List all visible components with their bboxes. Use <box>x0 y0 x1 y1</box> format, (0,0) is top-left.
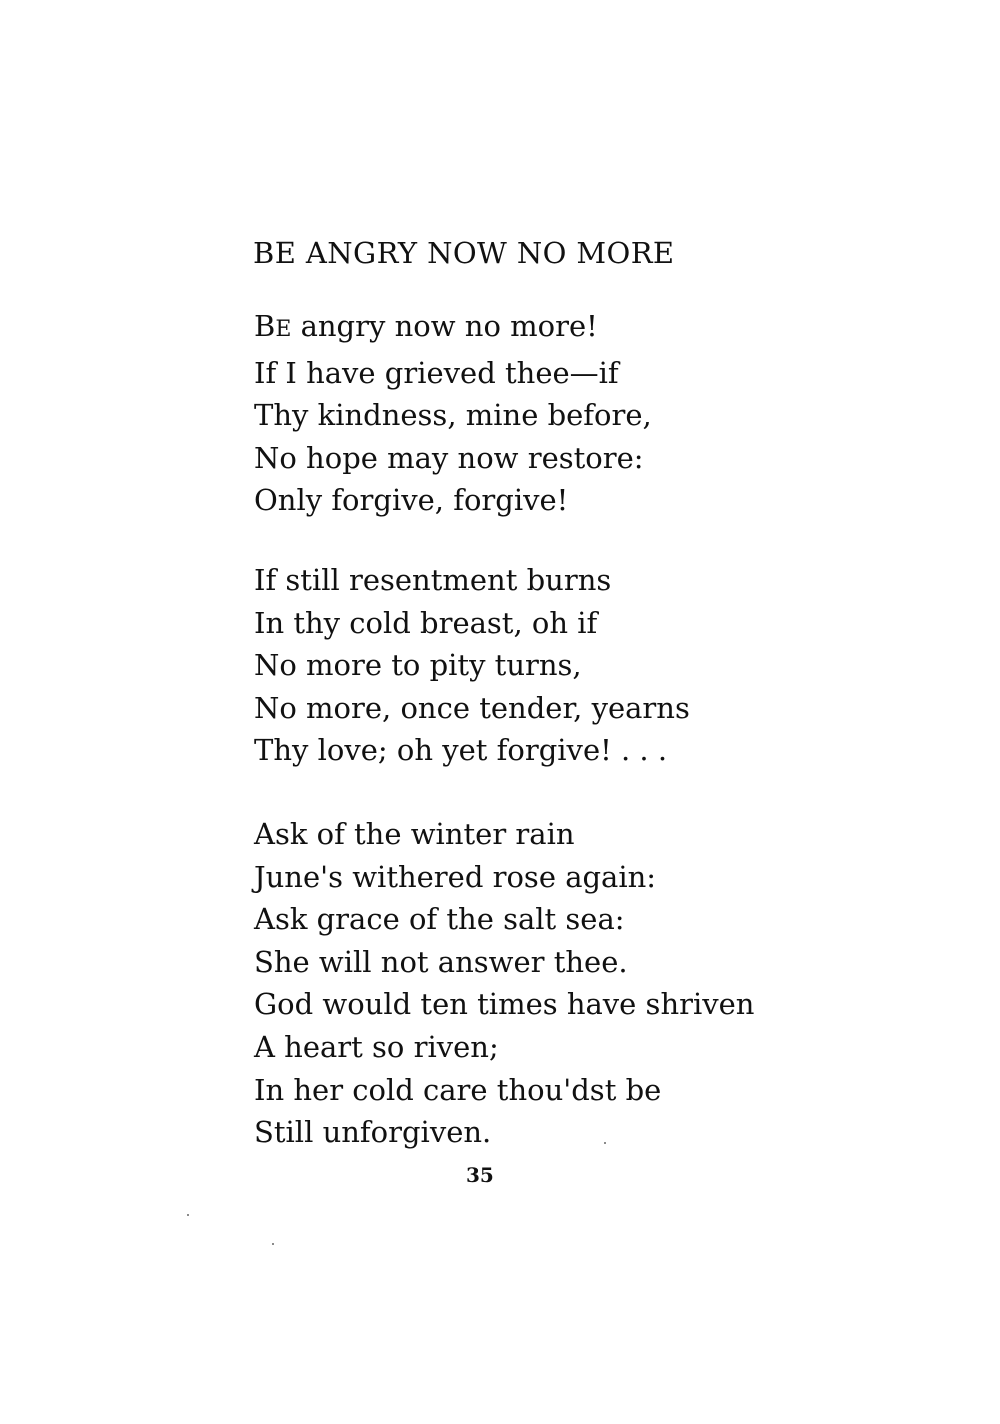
stanza-2 <box>254 559 690 772</box>
poem-line: Only forgive, forgive! <box>254 483 569 518</box>
poem-line: If still resentment burns <box>254 563 612 597</box>
poem-line: In thy cold breast, oh if <box>254 605 598 640</box>
poem-line: Still unforgiven. <box>254 1115 492 1150</box>
poem-line: She will not answer thee. <box>254 944 628 979</box>
poem-title: BE ANGRY NOW NO MORE <box>253 236 675 270</box>
stanza-3 <box>254 813 754 1154</box>
poem-line: Thy love; oh yet forgive! . . . <box>254 733 668 768</box>
poem-line: Ask of the winter rain <box>254 817 575 851</box>
line-rest: angry now no more! <box>291 309 598 343</box>
poem-line <box>254 305 652 352</box>
poem-line: Ask grace of the salt sea: <box>254 902 625 937</box>
print-speck <box>272 1243 274 1245</box>
stanza-1 <box>254 305 652 522</box>
small-cap: E <box>275 317 292 342</box>
page-number: 35 <box>466 1163 494 1187</box>
poem-line: June's withered rose again: <box>254 859 657 894</box>
print-speck <box>187 1214 189 1216</box>
poem-line: No more, once tender, yearns <box>254 690 690 725</box>
drop-cap: B <box>254 309 276 343</box>
poem-line: If I have grieved thee—if <box>254 355 619 390</box>
print-speck <box>604 1142 606 1144</box>
poem-line: No more to pity turns, <box>254 648 582 683</box>
poem-line: In her cold care thou'dst be <box>254 1072 662 1107</box>
poem-line: God would ten times have shriven <box>254 987 755 1022</box>
poem-line: No hope may now restore: <box>254 440 644 475</box>
poem-line: Thy kindness, mine before, <box>254 398 652 433</box>
poem-line: A heart so riven; <box>254 1029 499 1064</box>
